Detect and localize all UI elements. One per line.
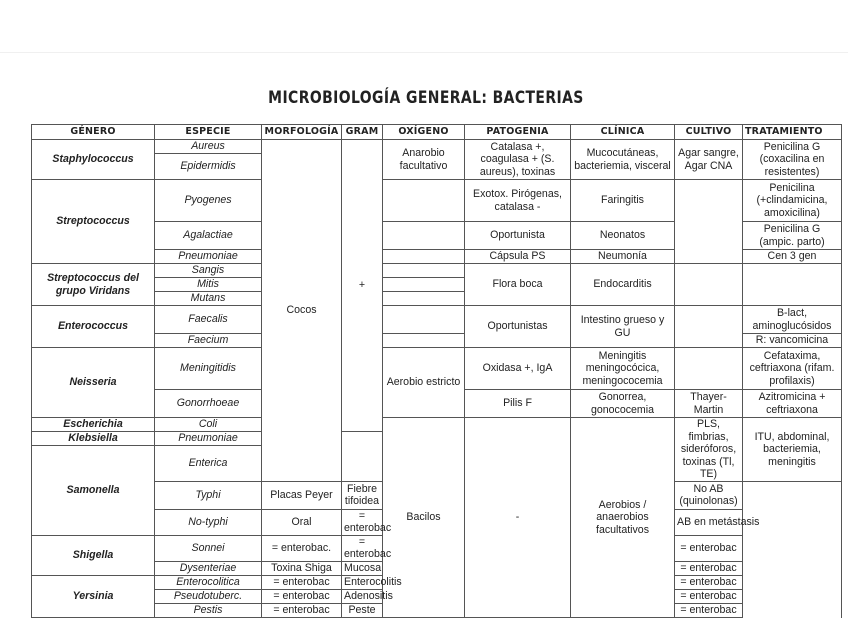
- header-morfologia: MORFOLOGÍA: [262, 125, 342, 140]
- table-row: [32, 140, 842, 154]
- treatment-cell: Penicilina G (coxacilina en resistentes): [743, 140, 842, 180]
- pathogenesis-cell: = enterobac.: [262, 535, 342, 561]
- oxygen-cell: [383, 334, 465, 348]
- morphology-cell: Bacilos: [383, 418, 465, 618]
- table-row: [32, 180, 842, 222]
- oxygen-cell: [383, 250, 465, 264]
- species-cell: Mitis: [155, 278, 262, 292]
- clinical-cell: Neonatos: [571, 222, 675, 250]
- header-gram: GRAM: [342, 125, 383, 140]
- top-band: [0, 0, 848, 53]
- species-cell: Pyogenes: [155, 180, 262, 222]
- gram-cell: -: [465, 418, 571, 618]
- pathogenesis-cell: = enterobac: [262, 589, 342, 603]
- species-cell: Enterica: [155, 446, 262, 482]
- species-cell: Agalactiae: [155, 222, 262, 250]
- genus-cell: Samonella: [32, 446, 155, 536]
- header-oxigeno: OXÍGENO: [383, 125, 465, 140]
- clinical-cell: Neumonía: [571, 250, 675, 264]
- species-cell: Faecium: [155, 334, 262, 348]
- pathogenesis-cell: Exotox. Pirógenas, catalasa -: [465, 180, 571, 222]
- species-cell: Typhi: [155, 481, 262, 509]
- oxygen-cell: [383, 306, 465, 334]
- culture-cell: [675, 264, 743, 306]
- treatment-cell: Azitromicina + ceftriaxona: [743, 390, 842, 418]
- header-patogenia: PATOGENIA: [465, 125, 571, 140]
- culture-cell: Agar sangre, Agar CNA: [675, 140, 743, 180]
- species-cell: Sangis: [155, 264, 262, 278]
- genus-cell: Klebsiella: [32, 432, 155, 446]
- culture-cell: [675, 180, 743, 264]
- treatment-cell: AB en metástasis: [675, 509, 743, 535]
- species-cell: Faecalis: [155, 306, 262, 334]
- table-row: [32, 264, 842, 278]
- pathogenesis-cell: Flora boca: [465, 264, 571, 306]
- clinical-cell: Fiebre tifoidea: [342, 481, 383, 509]
- genus-cell: Streptococcus del grupo Viridans: [32, 264, 155, 306]
- treatment-cell: Penicilina (+clindamicina, amoxicilina): [743, 180, 842, 222]
- clinical-cell: Enterocolitis: [342, 575, 383, 589]
- treatment-cell: B-lact, aminoglucósidos: [743, 306, 842, 334]
- oxygen-cell: [383, 278, 465, 292]
- culture-cell: [675, 348, 743, 390]
- oxygen-cell: [383, 264, 465, 278]
- clinical-cell: = enterobac: [342, 509, 383, 535]
- oxygen-cell: Aerobio estricto: [383, 348, 465, 418]
- treatment-cell: = enterobac: [675, 589, 743, 603]
- treatment-cell: No AB (quinolonas): [675, 481, 743, 509]
- clinical-cell: Peste: [342, 603, 383, 617]
- header-row: [32, 125, 842, 140]
- clinical-cell: Meningitis meningocócica, meningococemia: [571, 348, 675, 390]
- table-row: [32, 348, 842, 390]
- pathogenesis-cell: PLS, fimbrias, sideróforos, toxinas (Tl, TE): [675, 418, 743, 482]
- oxygen-cell: [383, 180, 465, 222]
- pathogenesis-cell: Oportunista: [465, 222, 571, 250]
- species-cell: Gonorrhoeae: [155, 390, 262, 418]
- species-cell: Pseudotuberc.: [155, 589, 262, 603]
- species-cell: Coli: [155, 418, 262, 432]
- gram-cell: +: [342, 140, 383, 432]
- species-cell: Mutans: [155, 292, 262, 306]
- header-cultivo: CULTIVO: [675, 125, 743, 140]
- clinical-cell: Intestino grueso y GU: [571, 306, 675, 348]
- culture-cell: [675, 306, 743, 348]
- clinical-cell: Adenositis: [342, 589, 383, 603]
- genus-cell: Yersinia: [32, 575, 155, 617]
- table-row: [32, 306, 842, 334]
- species-cell: Sonnei: [155, 535, 262, 561]
- pathogenesis-cell: Oral: [262, 509, 342, 535]
- treatment-cell: = enterobac: [675, 603, 743, 617]
- treatment-cell: Penicilina G (ampic. parto): [743, 222, 842, 250]
- treatment-cell: = enterobac: [675, 575, 743, 589]
- genus-cell: Staphylococcus: [32, 140, 155, 180]
- treatment-cell: R: vancomicina: [743, 334, 842, 348]
- genus-cell: Streptococcus: [32, 180, 155, 264]
- header-especie: ESPECIE: [155, 125, 262, 140]
- pathogenesis-cell: Oportunistas: [465, 306, 571, 348]
- culture-cell: Thayer-Martin: [675, 390, 743, 418]
- header-genero: GÉNERO: [32, 125, 155, 140]
- clinical-cell: Endocarditis: [571, 264, 675, 306]
- page-title: MICROBIOLOGÍA GENERAL: BACTERIAS: [268, 88, 584, 108]
- species-cell: Meningitidis: [155, 348, 262, 390]
- bacteria-table: [31, 124, 842, 618]
- pathogenesis-cell: Cápsula PS: [465, 250, 571, 264]
- clinical-cell: Mucocutáneas, bacteriemia, visceral: [571, 140, 675, 180]
- pathogenesis-cell: Oxidasa +, IgA: [465, 348, 571, 390]
- pathogenesis-cell: Placas Peyer: [262, 481, 342, 509]
- clinical-cell: Gonorrea, gonococemia: [571, 390, 675, 418]
- oxygen-cell: Anarobio facultativo: [383, 140, 465, 180]
- genus-cell: Neisseria: [32, 348, 155, 418]
- pathogenesis-cell: = enterobac: [262, 575, 342, 589]
- treatment-cell: Cefataxima, ceftriaxona (rifam. profilaxis): [743, 348, 842, 390]
- genus-cell: Shigella: [32, 535, 155, 575]
- pathogenesis-cell: Catalasa +, coagulasa + (S. aureus), toxinas: [465, 140, 571, 180]
- clinical-cell: Faringitis: [571, 180, 675, 222]
- oxygen-cell: [383, 222, 465, 250]
- species-cell: Dysenteriae: [155, 561, 262, 575]
- species-cell: Pneumoniae: [155, 250, 262, 264]
- pathogenesis-cell: = enterobac: [262, 603, 342, 617]
- genus-cell: Enterococcus: [32, 306, 155, 348]
- genus-cell: Escherichia: [32, 418, 155, 432]
- species-cell: Epidermidis: [155, 154, 262, 180]
- treatment-cell: = enterobac: [675, 561, 743, 575]
- header-clinica: CLÍNICA: [571, 125, 675, 140]
- pathogenesis-cell: Pilis F: [465, 390, 571, 418]
- species-cell: Pestis: [155, 603, 262, 617]
- clinical-cell: Mucosa: [342, 561, 383, 575]
- treatment-cell: Cen 3 gen: [743, 250, 842, 264]
- clinical-cell: = enterobac: [342, 535, 383, 561]
- treatment-cell: [743, 264, 842, 306]
- species-cell: Aureus: [155, 140, 262, 154]
- pathogenesis-cell: Toxina Shiga: [262, 561, 342, 575]
- morphology-cell: Cocos: [262, 140, 342, 482]
- header-tratamiento: TRATAMIENTO: [743, 125, 842, 140]
- table-row: [32, 418, 842, 432]
- treatment-cell: = enterobac: [675, 535, 743, 561]
- clinical-cell: ITU, abdominal, bacteriemia, meningitis: [743, 418, 842, 482]
- oxygen-cell: Aerobios / anaerobios facultativos: [571, 418, 675, 618]
- oxygen-cell: [383, 292, 465, 306]
- species-cell: No-typhi: [155, 509, 262, 535]
- species-cell: Pneumoniae: [155, 432, 262, 446]
- species-cell: Enterocolitica: [155, 575, 262, 589]
